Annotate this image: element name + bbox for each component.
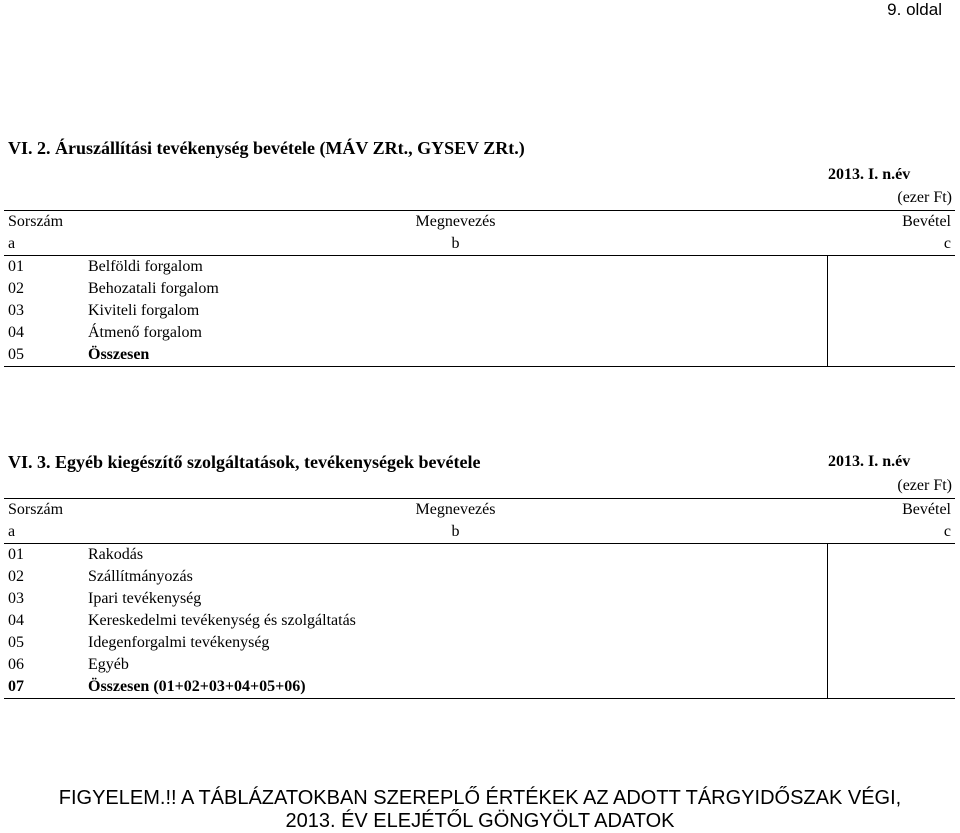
row-name: Behozatali forgalom <box>84 278 827 300</box>
header-megnevezes: Megnevezés <box>84 499 827 522</box>
row-value[interactable] <box>827 610 955 632</box>
page-number: 9. oldal <box>887 0 942 19</box>
row-name: Összesen (01+02+03+04+05+06) <box>84 676 827 699</box>
table-row <box>4 544 955 567</box>
table-row <box>4 256 955 279</box>
row-name: Egyéb <box>84 654 827 676</box>
table-row <box>4 654 955 676</box>
table-row <box>4 588 955 610</box>
row-value[interactable] <box>827 322 955 344</box>
section-1-header-row <box>4 211 955 234</box>
row-value[interactable] <box>827 588 955 610</box>
row-name: Belföldi forgalom <box>84 256 827 279</box>
row-number: 03 <box>8 302 24 319</box>
row-name: Átmenő forgalom <box>84 322 827 344</box>
row-value[interactable] <box>827 654 955 676</box>
section-2-code-row <box>4 521 955 544</box>
row-name: Idegenforgalmi tevékenység <box>84 632 827 654</box>
section-1-title: VI. 2. Áruszállítási tevékenység bevétele (MÁV ZRt., GYSEV ZRt.) <box>8 138 525 158</box>
row-number: 02 <box>8 280 24 297</box>
header-bevetel: Bevétel <box>827 499 955 522</box>
section-1-unit: (ezer Ft) <box>897 189 952 206</box>
row-value[interactable] <box>827 278 955 300</box>
row-number: 01 <box>4 544 84 567</box>
row-value[interactable] <box>827 544 955 567</box>
row-name: Kiviteli forgalom <box>84 300 827 322</box>
table-row <box>4 632 955 654</box>
header-bevetel: Bevétel <box>827 211 955 234</box>
row-value[interactable] <box>827 632 955 654</box>
section-2-unit: (ezer Ft) <box>897 477 952 494</box>
header-sorszam: Sorszám <box>4 499 84 522</box>
row-value[interactable] <box>827 344 955 367</box>
section-1-code-row <box>4 233 955 256</box>
section-1-table <box>4 210 955 367</box>
table-row-total <box>4 676 955 699</box>
code-a: a <box>4 233 84 256</box>
code-a: a <box>4 521 84 544</box>
section-2-table <box>4 498 955 699</box>
row-name: Ipari tevékenység <box>84 588 827 610</box>
table-row <box>4 278 955 300</box>
row-name: Rakodás <box>84 544 827 567</box>
row-name: Kereskedelmi tevékenység és szolgáltatás <box>84 610 827 632</box>
code-c: c <box>827 521 955 544</box>
code-b: b <box>84 521 827 544</box>
row-number: 04 <box>8 612 24 629</box>
section-1-period: 2013. I. n.év <box>828 166 911 183</box>
table-row <box>4 322 955 344</box>
warning-line-2: 2013. ÉV ELEJÉTŐL GÖNGYÖLT ADATOK <box>285 810 675 832</box>
code-c: c <box>827 233 955 256</box>
warning-line-1: FIGYELEM.!! A TÁBLÁZATOKBAN SZEREPLŐ ÉRTÉKEK AZ ADOTT TÁRGYIDŐSZAK VÉGI, <box>58 787 902 809</box>
table-row-total <box>4 344 955 367</box>
header-megnevezes: Megnevezés <box>84 211 827 234</box>
row-name: Összesen <box>84 344 827 367</box>
table-row <box>4 610 955 632</box>
row-value[interactable] <box>827 566 955 588</box>
row-number: 02 <box>8 568 24 585</box>
row-number: 05 <box>8 634 24 651</box>
row-value[interactable] <box>827 676 955 699</box>
row-number: 05 <box>4 344 84 367</box>
section-2-title: VI. 3. Egyéb kiegészítő szolgáltatások, tevékenységek bevétele <box>8 452 481 472</box>
row-value[interactable] <box>827 300 955 322</box>
row-number: 01 <box>4 256 84 279</box>
code-b: b <box>84 233 827 256</box>
row-number: 06 <box>8 656 24 673</box>
row-number: 04 <box>8 324 24 341</box>
row-number: 03 <box>8 590 24 607</box>
row-value[interactable] <box>827 256 955 279</box>
row-number: 07 <box>4 676 84 699</box>
table-row <box>4 300 955 322</box>
section-2-header-row <box>4 499 955 522</box>
row-name: Szállítmányozás <box>84 566 827 588</box>
section-2-period: 2013. I. n.év <box>828 453 911 470</box>
header-sorszam: Sorszám <box>4 211 84 234</box>
table-row <box>4 566 955 588</box>
